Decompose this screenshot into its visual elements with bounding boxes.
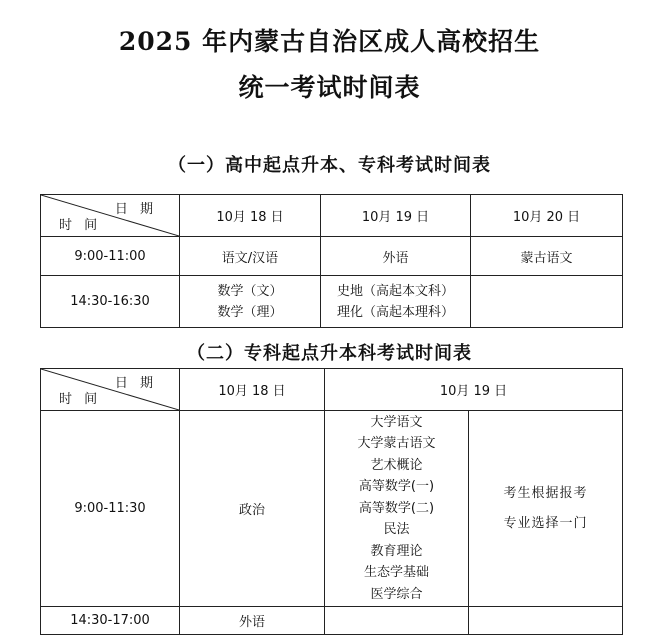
subject-line: 民法 [383,522,410,538]
subject-cell: 语文/汉语 [180,237,321,276]
date-header-label: 日 期 [114,376,157,391]
subject-line: 高等数学(二) [358,500,435,516]
subject-line: 艺术概论 [370,457,423,473]
subject-cell: 政治 [180,411,325,607]
subject-cell: 外语 [180,607,325,635]
date-header: 10月 19 日 [325,369,623,411]
subject-list-cell [325,411,469,607]
subject-line: 大学语文 [370,414,423,430]
date-header: 10月 20 日 [471,195,623,237]
subject-line: 数学（理） [217,304,283,320]
page-title-line2: 统一考试时间表 [238,73,421,102]
date-header-label: 日 期 [114,202,157,217]
note-line: 专业选择一门 [503,515,588,531]
section2-heading: （二）专科起点升本科考试时间表 [187,343,472,364]
exam-schedule-table-2 [40,368,623,635]
time-header-label: 时 间 [59,218,102,233]
empty-cell [325,607,469,635]
time-slot: 14:30-17:00 [41,607,180,635]
date-header: 10月 18 日 [180,369,325,411]
page-title-line1: 2025 年内蒙古自治区成人高校招生 [118,27,541,56]
subject-cell [180,276,321,328]
time-header-label: 时 间 [59,392,102,407]
subject-line: 大学蒙古语文 [357,436,436,452]
subject-line: 理化（高起本理科） [336,304,454,320]
note-line: 考生根据报考 [503,485,588,501]
subject-line: 生态学基础 [363,565,429,581]
header-diagonal-cell [41,195,180,237]
subject-line: 史地（高起本文科） [336,283,454,299]
subject-line: 高等数学(一) [358,479,435,495]
date-header: 10月 18 日 [180,195,321,237]
subject-cell [321,276,471,328]
exam-schedule-table-1 [40,194,623,328]
section1-heading: （一）高中起点升本、专科考试时间表 [168,155,491,176]
note-cell [469,411,623,607]
header-diagonal-cell [41,369,180,411]
date-header: 10月 19 日 [321,195,471,237]
time-slot: 9:00-11:00 [41,237,180,276]
empty-cell [471,276,623,328]
subject-line: 数学（文） [217,283,283,299]
subject-line: 教育理论 [370,543,423,559]
subject-cell: 蒙古语文 [471,237,623,276]
empty-cell [469,607,623,635]
time-slot: 9:00-11:30 [41,411,180,607]
subject-cell: 外语 [321,237,471,276]
subject-line: 医学综合 [370,586,423,602]
time-slot: 14:30-16:30 [41,276,180,328]
